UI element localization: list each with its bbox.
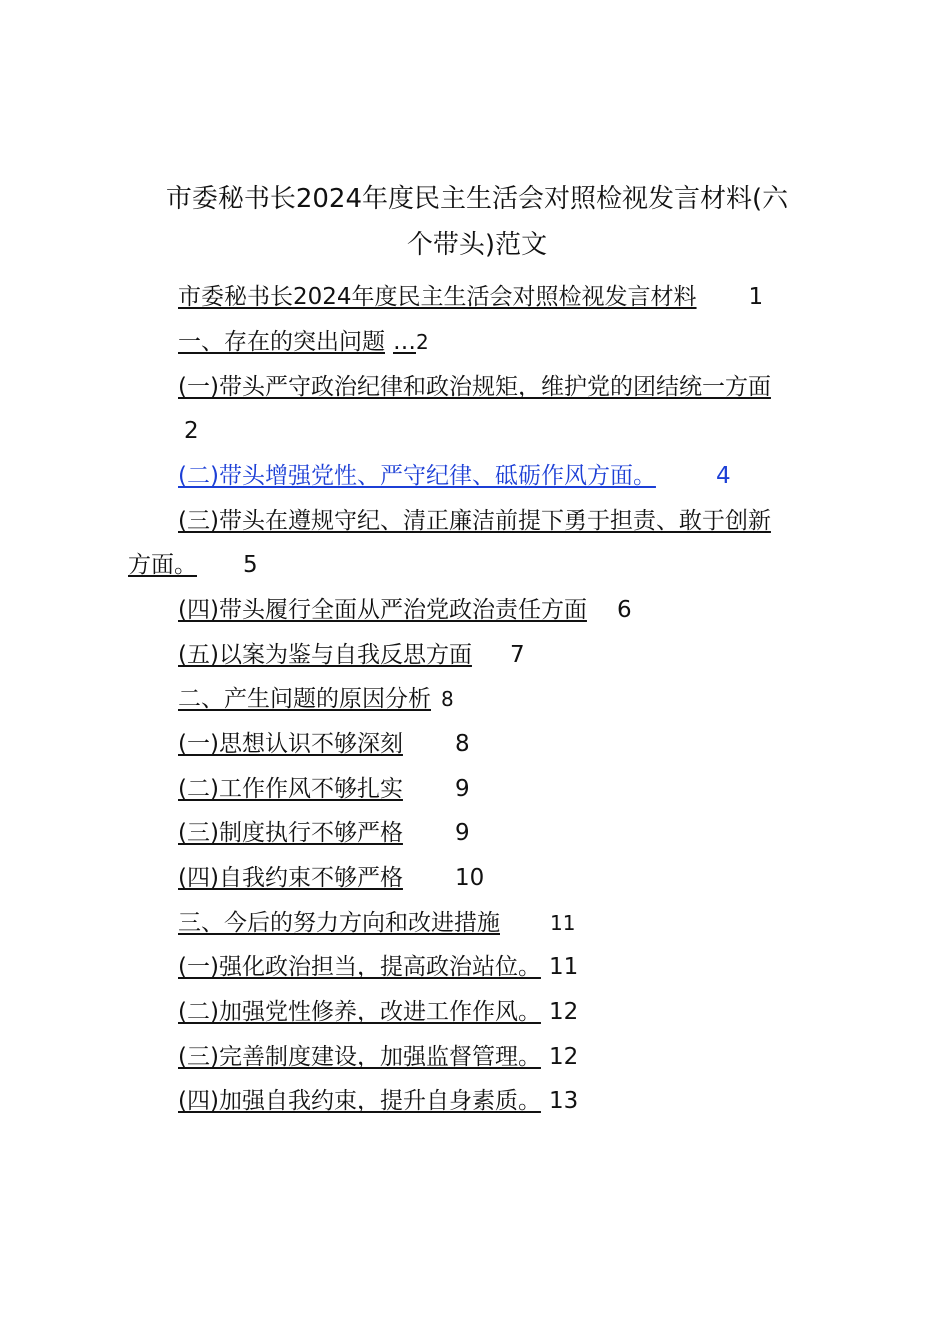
toc-entry-3-2[interactable]: [178, 997, 578, 1027]
toc-entry-text: (三)完善制度建设，加强监督管理。: [178, 1044, 541, 1070]
toc-entry-1-3-continued[interactable]: [128, 550, 258, 580]
toc-page-number: 8: [441, 687, 454, 711]
toc-entry-main-title[interactable]: [178, 282, 763, 312]
toc-entry-2-1[interactable]: [178, 729, 470, 759]
toc-page-number: 7: [509, 642, 525, 668]
toc-entry-1-4[interactable]: [178, 595, 632, 625]
toc-page-number: 13: [548, 1088, 579, 1114]
toc-entry-1-2[interactable]: [178, 461, 731, 491]
toc-page-number: 2: [416, 330, 429, 354]
toc-leader: …: [393, 329, 416, 355]
toc-entry-3-1[interactable]: [178, 952, 578, 982]
toc-entry-1-3[interactable]: [178, 506, 771, 536]
toc-entry-text: (四)带头履行全面从严治党政治责任方面: [178, 597, 587, 623]
toc-entry-text: (三)制度执行不够严格: [178, 820, 403, 846]
toc-entry-text: 二、产生问题的原因分析: [178, 686, 431, 712]
toc-entry-text: 方面。: [128, 552, 197, 578]
document-title-line-2: 个带头)范文: [406, 230, 548, 260]
toc-page-number: 12: [548, 999, 579, 1025]
toc-page-number: 4: [715, 463, 731, 489]
toc-entry-text: (一)带头严守政治纪律和政治规矩，维护党的团结统一方面: [178, 374, 771, 400]
toc-entry-text: (一)强化政治担当，提高政治站位。: [178, 954, 541, 980]
toc-entry-text: (三)带头在遵规守纪、清正廉洁前提下勇于担责、敢于创新: [178, 508, 771, 534]
toc-entry-text: (二)工作作风不够扎实: [178, 776, 403, 802]
toc-entry-text: (四)加强自我约束，提升自身素质。: [178, 1088, 541, 1114]
toc-entry-text: (二)加强党性修养，改进工作作风。: [178, 999, 541, 1025]
toc-entry-section-2[interactable]: [178, 684, 454, 714]
toc-page-number: 6: [616, 597, 632, 623]
toc-page-number: 11: [548, 954, 579, 980]
toc-entry-1-1[interactable]: [178, 372, 771, 402]
toc-page-number: 5: [243, 552, 258, 578]
toc-entry-text: (二)带头增强党性、严守纪律、砥砺作风方面。: [178, 463, 656, 489]
toc-entry-1-1-continued[interactable]: [128, 416, 199, 446]
toc-entry-1-5[interactable]: [178, 640, 525, 670]
document-title-line-1: 市委秘书长2024年度民主生活会对照检视发言材料(六: [165, 184, 789, 214]
toc-page-number: 8: [454, 731, 470, 757]
toc-entry-text: 市委秘书长2024年度民主生活会对照检视发言材料: [178, 284, 697, 310]
toc-page-number: 1: [748, 284, 764, 310]
toc-entry-3-4[interactable]: [178, 1086, 578, 1116]
toc-entry-section-1[interactable]: [178, 327, 429, 357]
toc-entry-text: 三、今后的努力方向和改进措施: [178, 910, 500, 936]
toc-page-number: 12: [548, 1044, 579, 1070]
toc-page-number: 10: [454, 865, 485, 891]
toc-entry-text: (四)自我约束不够严格: [178, 865, 403, 891]
toc-entry-text: (一)思想认识不够深刻: [178, 731, 403, 757]
toc-entry-2-3[interactable]: [178, 818, 470, 848]
toc-entry-2-4[interactable]: [178, 863, 484, 893]
toc-page-number: 2: [184, 418, 199, 444]
toc-entry-2-2[interactable]: [178, 774, 470, 804]
toc-page-number: 11: [550, 911, 576, 935]
toc-entry-text: 一、存在的突出问题: [178, 329, 385, 355]
toc-page-number: 9: [454, 776, 470, 802]
toc-entry-section-3[interactable]: [178, 908, 575, 938]
toc-page-number: 9: [454, 820, 470, 846]
toc-entry-3-3[interactable]: [178, 1042, 578, 1072]
toc-entry-text: (五)以案为鉴与自我反思方面: [178, 642, 472, 668]
